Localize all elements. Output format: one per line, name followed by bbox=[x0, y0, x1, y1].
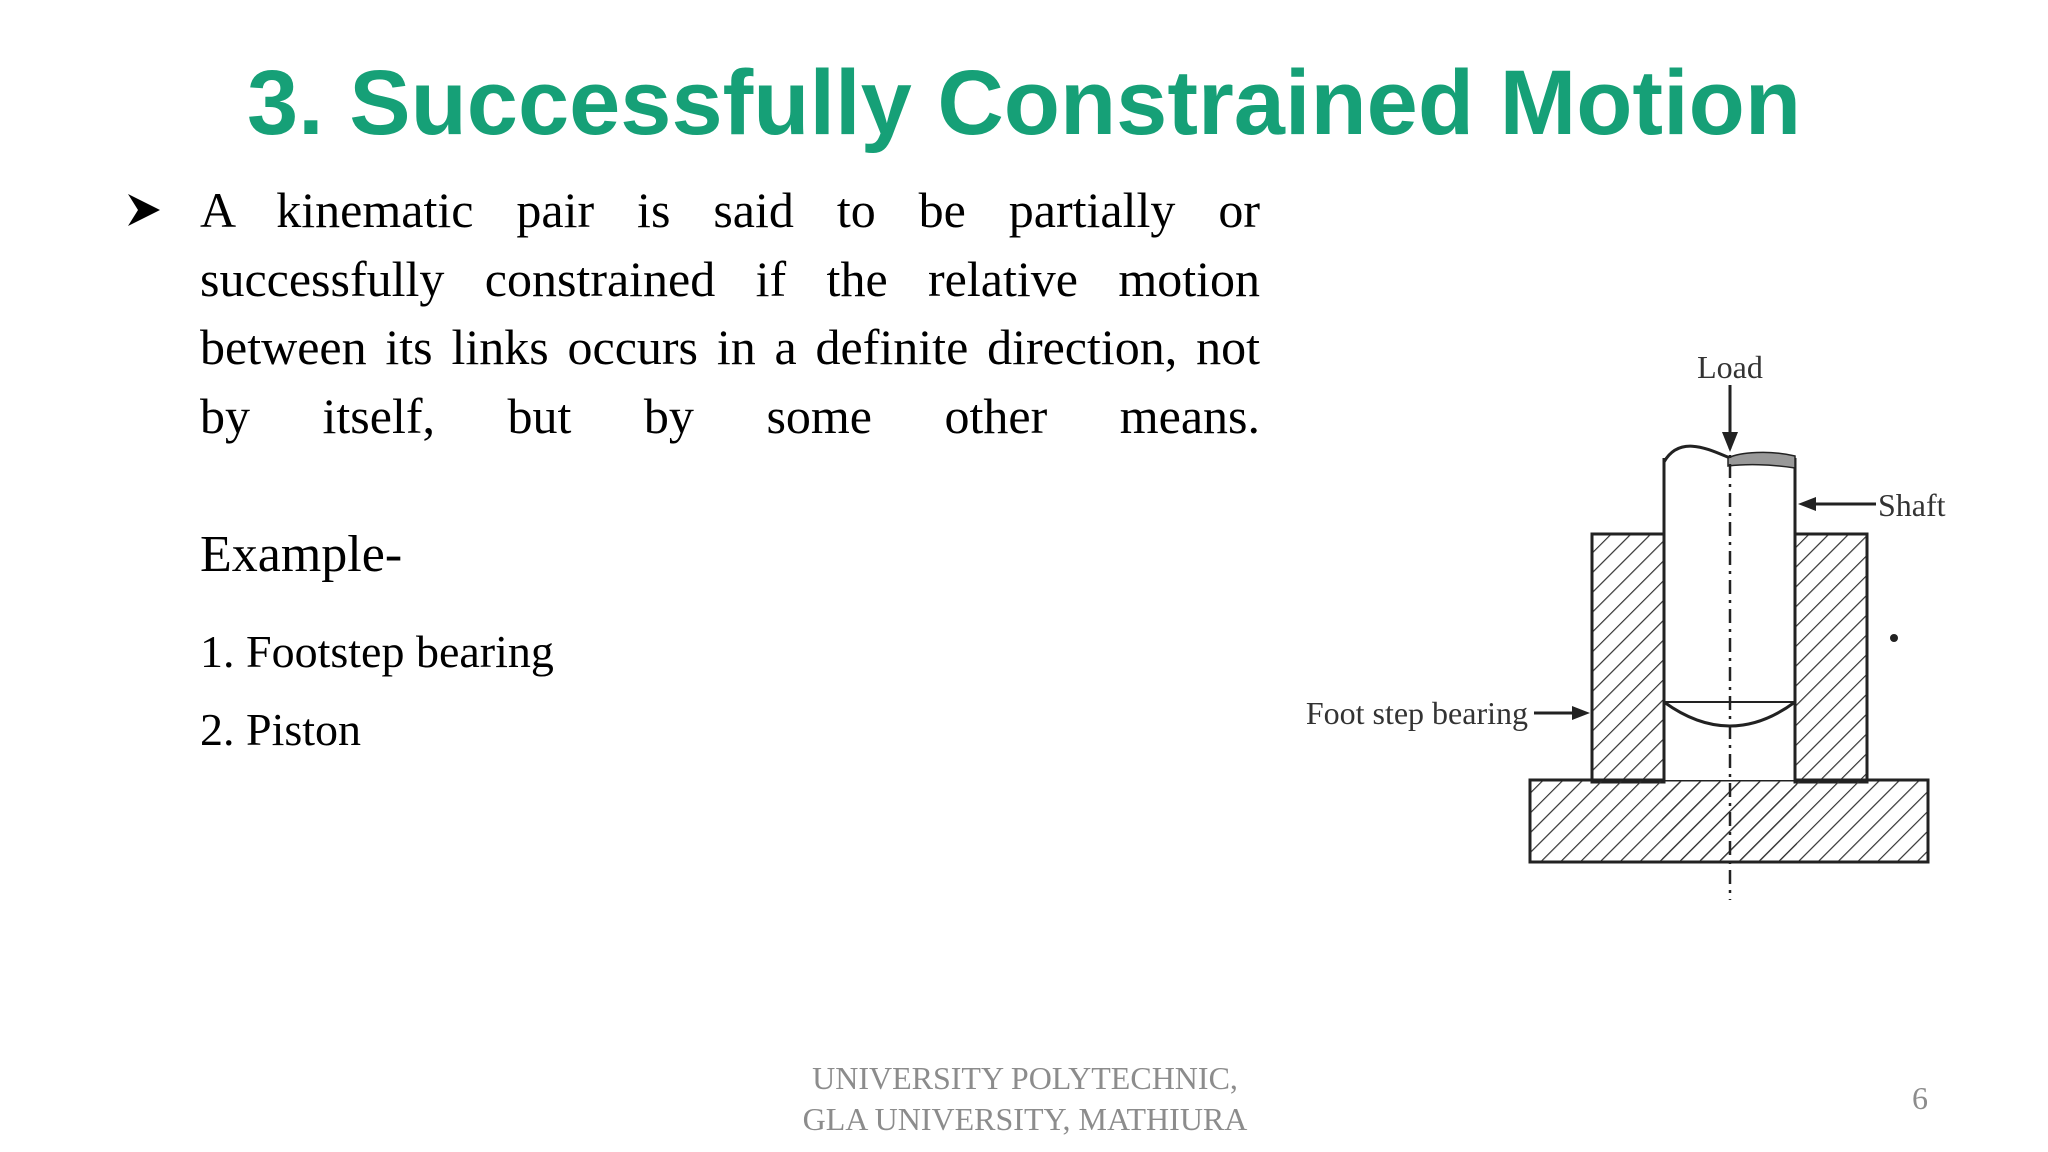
footer-line: UNIVERSITY POLYTECHNIC, bbox=[812, 1060, 1238, 1096]
example-label: Example- bbox=[200, 526, 403, 583]
bearing-arrow bbox=[1534, 706, 1590, 720]
footstep-bearing-diagram bbox=[1250, 340, 1990, 920]
example-item: 2. Piston bbox=[200, 704, 362, 755]
example-item: 1. Footstep bearing bbox=[200, 626, 554, 677]
shaft-label: Shaft bbox=[1878, 487, 1946, 523]
slide-title: 3. Successfully Constrained Motion bbox=[246, 52, 1802, 154]
footer-line: GLA UNIVERSITY, MATHIURA bbox=[802, 1101, 1248, 1137]
load-label: Load bbox=[1697, 349, 1763, 385]
load-arrow bbox=[1722, 385, 1738, 452]
footer-institution bbox=[700, 1058, 1350, 1140]
bullet-paragraph: A kinematic pair is said to be partially or successfully constrained if the relative motion between its links occurs in a definite direction, not by itself, but by some other means. bbox=[200, 182, 1260, 444]
arrow-bullet-icon bbox=[124, 190, 164, 230]
bearing-label: Foot step bearing bbox=[1305, 695, 1528, 731]
page-number: 6 bbox=[1912, 1080, 1928, 1116]
shaft-arrow bbox=[1798, 497, 1876, 511]
